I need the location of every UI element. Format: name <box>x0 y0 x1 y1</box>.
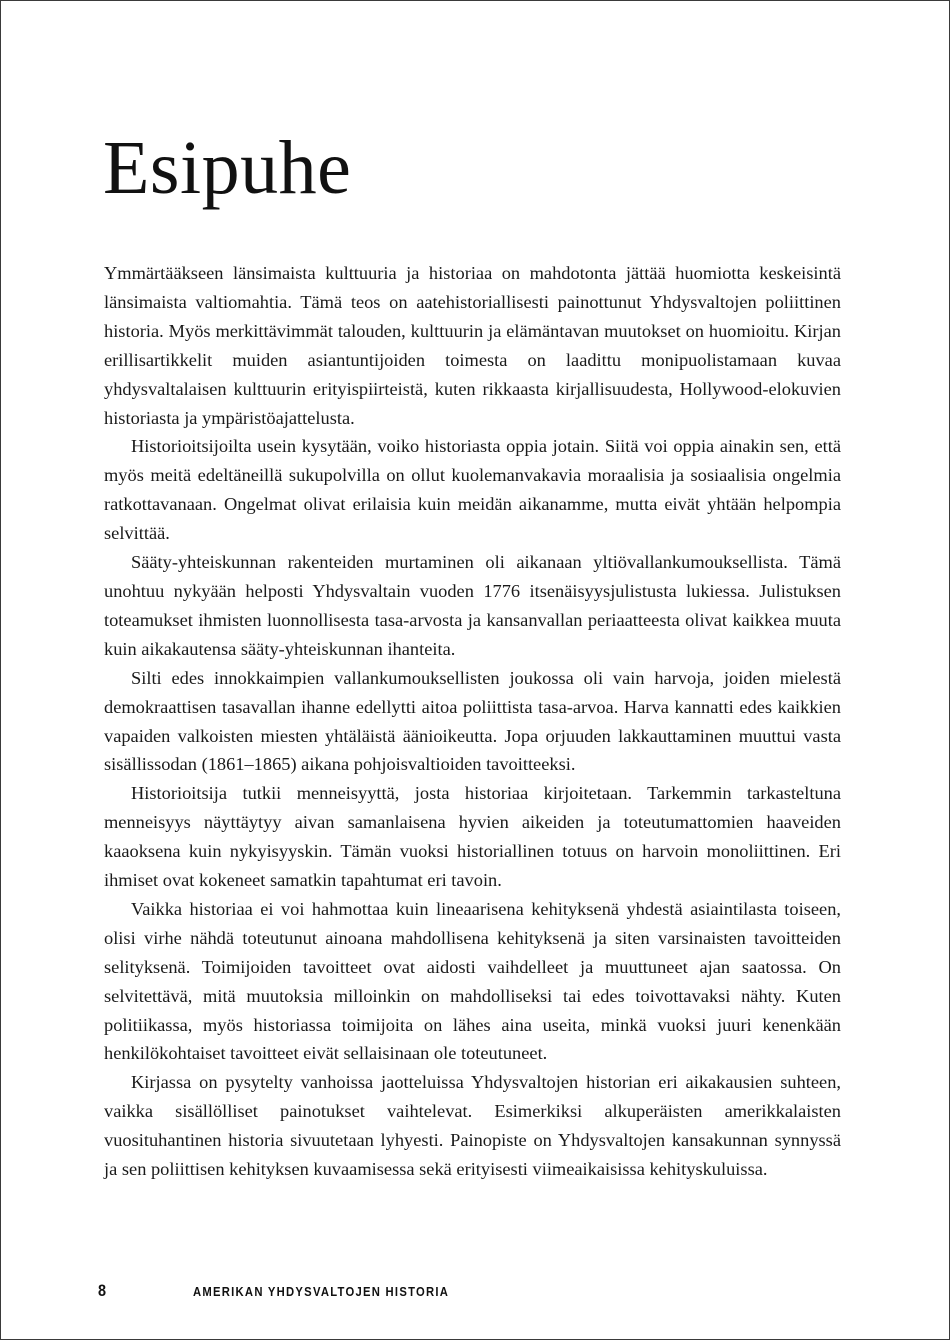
page-footer <box>98 1281 478 1301</box>
paragraph: Sääty-yhteiskunnan rakenteiden murtaminen oli aikanaan yltiövallankumouksellista. Tämä unohtuu nykyään helposti Yhdysvaltain vuoden 1776 itsenäisyysjulistusta lukiessa. Julistuksen toteamukset ihmisten luonnollisesta tasa-arvosta ja kansanvallan periaatteesta olivat kaikkea muuta kuin aikakautensa sääty-yhteiskunnan ihanteita. <box>104 552 841 659</box>
paragraph: Vaikka historiaa ei voi hahmottaa kuin lineaarisena kehityksenä yhdestä asiaintilasta toiseen, olisi virhe nähdä toteutunut ainoana mahdollisena kehityksenä ja siten varsinaisten tavoitteiden selityksenä. Toimijoiden tavoitteet ovat aidosti vaihdelleet ja muuttuneet ajan saatossa. On selvitettävä, mitä muutoksia milloinkin on mahdolliseksi tai edes toivottavaksi nähty. Kuten politiikassa, myös historiassa toimijoita on lähes aina useita, minkä vuoksi juuri kenenkään henkilökohtaiset tavoitteet eivät sellaisinaan ole toteutuneet. <box>104 898 841 1064</box>
paragraph: Ymmärtääkseen länsimaista kulttuuria ja historiaa on mahdotonta jättää huomiotta keskeisintä länsimaista valtiomahtia. Tämä teos on aatehistoriallisesti painottunut Yhdysvaltojen poliittinen historia. Myös merkittävimmät talouden, kulttuurin ja elämäntavan muutokset on huomioitu. Kirjan erillisartikkelit muiden asiantuntijoiden toimesta on laadittu monipuolistamaan kuvaa yhdysvaltalaisen kulttuurin erityispiirteistä, kuten rikkaasta kirjallisuudesta, Hollywood-elokuvien historiasta ja ympäristöajattelusta. <box>104 263 841 428</box>
running-head: AMERIKAN YHDYSVALTOJEN HISTORIA <box>193 1285 450 1299</box>
paragraph: Silti edes innokkaimpien vallankumouksellisten joukossa oli vain harvoja, joiden mielestä demokraattisen tasavallan ihanne edellytti aitoa poliittista tasa-arvoa. Harva kannatti edes kaikkien vapaiden valkoisten miesten yhtäläistä äänioikeutta. Jopa orjuuden lakkauttaminen muuttui vasta sisällissodan (1861–1865) aikana pohjoisvaltioiden tavoitteeksi. <box>104 667 841 775</box>
page-number: 8 <box>98 1281 107 1300</box>
body-text <box>104 259 841 1184</box>
paragraph: Kirjassa on pysytelty vanhoissa jaotteluissa Yhdysvaltojen historian eri aikakausien suhteen, vaikka sisällölliset painotukset vaihtelevat. Esimerkiksi alkuperäisten amerikkalaisten vuosituhantinen historia sivuutetaan lyhyesti. Painopiste on Yhdysvaltojen kansakunnan synnyssä ja sen poliittisen kehityksen kuvaamisessa sekä erityisesti viimeaikaisissa kehityskuluissa. <box>104 1072 841 1180</box>
paragraph: Historioitsijoilta usein kysytään, voiko historiasta oppia jotain. Siitä voi oppia ainakin sen, että myös meitä edeltäneillä sukupolvilla on ollut kuolemanvakavia moraalisia ja sosiaalisia ongelmia ratkottavanaan. Ongelmat olivat erilaisia kuin meidän aikanamme, mutta eivät yhtään helpompia selvittää. <box>104 436 841 544</box>
paragraph: Historioitsija tutkii menneisyyttä, josta historiaa kirjoitetaan. Tarkemmin tarkasteltuna menneisyys näyttäytyy aivan samanlaisena hyvien aikeiden ja toteutumattomien haaveiden kaaoksena kuin nykyisyyskin. Tämän vuoksi historiallinen totuus on harvoin monoliittinen. Eri ihmiset ovat kokeneet samatkin tapahtumat eri tavoin. <box>104 783 841 891</box>
page-title: Esipuhe <box>103 126 352 210</box>
